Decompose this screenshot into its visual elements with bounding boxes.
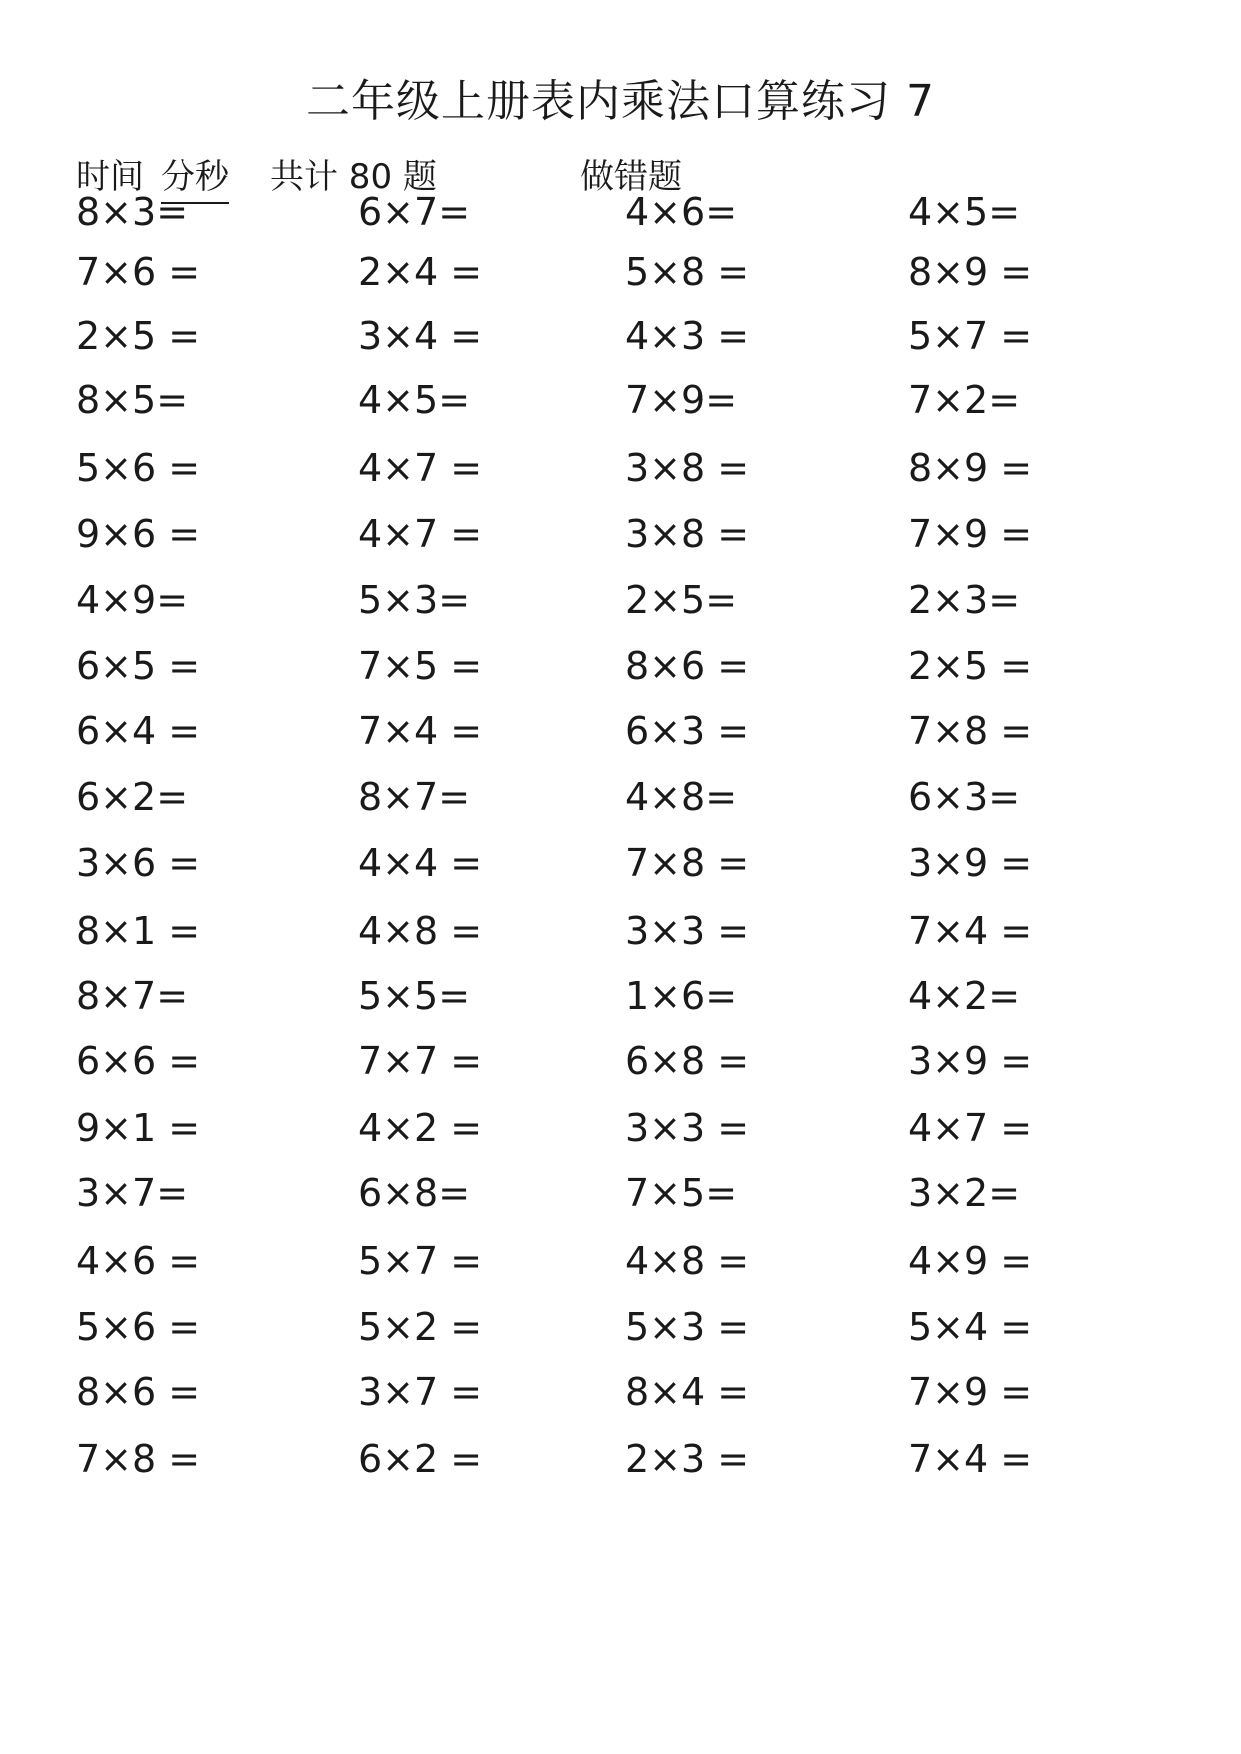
problem-item: 3×6 = bbox=[76, 841, 201, 885]
time-units-blank: 分秒 bbox=[161, 154, 229, 204]
problem-item: 3×8 = bbox=[625, 512, 750, 556]
problem-item: 4×8= bbox=[625, 775, 738, 819]
problem-item: 5×3= bbox=[358, 578, 471, 622]
problem-item: 6×2 = bbox=[358, 1437, 483, 1481]
problem-item: 3×9 = bbox=[908, 1039, 1033, 1083]
problem-item: 4×8 = bbox=[358, 909, 483, 953]
problem-row bbox=[0, 1367, 1241, 1417]
problem-row bbox=[0, 641, 1241, 691]
problem-item: 6×6 = bbox=[76, 1039, 201, 1083]
problem-item: 7×9 = bbox=[908, 1370, 1033, 1414]
problem-row bbox=[0, 575, 1241, 625]
problem-item: 2×5 = bbox=[76, 314, 201, 358]
problem-item: 3×8 = bbox=[625, 446, 750, 490]
problem-item: 4×7 = bbox=[358, 446, 483, 490]
problem-item: 7×8 = bbox=[908, 709, 1033, 753]
problem-item: 4×4 = bbox=[358, 841, 483, 885]
problem-item: 5×6 = bbox=[76, 446, 201, 490]
problem-row bbox=[0, 706, 1241, 756]
problem-item: 6×4 = bbox=[76, 709, 201, 753]
problem-item: 5×7 = bbox=[358, 1239, 483, 1283]
problem-item: 7×7 = bbox=[358, 1039, 483, 1083]
problem-item: 5×3 = bbox=[625, 1305, 750, 1349]
problem-item: 3×9 = bbox=[908, 841, 1033, 885]
problem-item: 9×6 = bbox=[76, 512, 201, 556]
problem-item: 8×1 = bbox=[76, 909, 201, 953]
problem-item: 3×2= bbox=[908, 1171, 1021, 1215]
problem-item: 5×8 = bbox=[625, 250, 750, 294]
page-title: 二年级上册表内乘法口算练习 7 bbox=[306, 76, 935, 127]
problem-item: 8×5= bbox=[76, 378, 189, 422]
problem-item: 7×8 = bbox=[625, 841, 750, 885]
wrong-count-label: 做错题 bbox=[580, 157, 682, 197]
problem-row bbox=[0, 1236, 1241, 1286]
problem-item: 7×9= bbox=[625, 378, 738, 422]
time-label: 时间 bbox=[76, 157, 144, 197]
problem-item: 6×7= bbox=[358, 190, 471, 234]
problem-item: 3×4 = bbox=[358, 314, 483, 358]
problem-item: 6×8= bbox=[358, 1171, 471, 1215]
problem-item: 7×4 = bbox=[908, 1437, 1033, 1481]
problem-item: 4×2 = bbox=[358, 1106, 483, 1150]
problem-item: 6×3 = bbox=[625, 709, 750, 753]
problem-row bbox=[0, 1434, 1241, 1484]
problem-item: 2×4 = bbox=[358, 250, 483, 294]
problem-item: 8×7= bbox=[76, 974, 189, 1018]
problem-item: 3×3 = bbox=[625, 1106, 750, 1150]
problem-item: 4×3 = bbox=[625, 314, 750, 358]
problem-item: 8×6 = bbox=[625, 644, 750, 688]
problem-item: 6×8 = bbox=[625, 1039, 750, 1083]
problem-row bbox=[0, 375, 1241, 425]
problem-item: 4×5= bbox=[358, 378, 471, 422]
problem-item: 6×2= bbox=[76, 775, 189, 819]
problem-item: 5×2 = bbox=[358, 1305, 483, 1349]
problem-item: 4×9= bbox=[76, 578, 189, 622]
problem-item: 7×5= bbox=[625, 1171, 738, 1215]
problem-item: 4×2= bbox=[908, 974, 1021, 1018]
problem-row bbox=[0, 1302, 1241, 1352]
problem-item: 5×6 = bbox=[76, 1305, 201, 1349]
total-count: 共计 80 题 bbox=[270, 157, 437, 197]
problem-item: 2×5 = bbox=[908, 644, 1033, 688]
problem-row bbox=[0, 247, 1241, 297]
problem-item: 7×4 = bbox=[908, 909, 1033, 953]
problem-item: 8×6 = bbox=[76, 1370, 201, 1414]
problem-item: 7×9 = bbox=[908, 512, 1033, 556]
problem-item: 4×9 = bbox=[908, 1239, 1033, 1283]
problem-item: 4×6= bbox=[625, 190, 738, 234]
problem-row bbox=[0, 1036, 1241, 1086]
problem-item: 7×8 = bbox=[76, 1437, 201, 1481]
problem-row bbox=[0, 443, 1241, 493]
problem-item: 4×8 = bbox=[625, 1239, 750, 1283]
problem-item: 2×3 = bbox=[625, 1437, 750, 1481]
problem-row bbox=[0, 311, 1241, 361]
problem-item: 4×6 = bbox=[76, 1239, 201, 1283]
problem-item: 7×6 = bbox=[76, 250, 201, 294]
problem-item: 6×5 = bbox=[76, 644, 201, 688]
problem-item: 6×3= bbox=[908, 775, 1021, 819]
problem-item: 5×4 = bbox=[908, 1305, 1033, 1349]
problem-item: 7×2= bbox=[908, 378, 1021, 422]
problem-row bbox=[0, 1168, 1241, 1218]
problem-item: 8×9 = bbox=[908, 446, 1033, 490]
problem-row bbox=[0, 1103, 1241, 1153]
problem-item: 1×6= bbox=[625, 974, 738, 1018]
problem-row bbox=[0, 906, 1241, 956]
problem-row bbox=[0, 509, 1241, 559]
problem-item: 9×1 = bbox=[76, 1106, 201, 1150]
problem-row bbox=[0, 838, 1241, 888]
problem-item: 3×3 = bbox=[625, 909, 750, 953]
problem-item: 8×9 = bbox=[908, 250, 1033, 294]
problem-item: 5×7 = bbox=[908, 314, 1033, 358]
problem-item: 5×5= bbox=[358, 974, 471, 1018]
problem-item: 3×7= bbox=[76, 1171, 189, 1215]
problem-item: 3×7 = bbox=[358, 1370, 483, 1414]
problem-item: 4×5= bbox=[908, 190, 1021, 234]
problem-item: 2×5= bbox=[625, 578, 738, 622]
problem-item: 4×7 = bbox=[908, 1106, 1033, 1150]
problem-item: 8×3= bbox=[76, 190, 189, 234]
problem-item: 7×4 = bbox=[358, 709, 483, 753]
problem-item: 2×3= bbox=[908, 578, 1021, 622]
problem-row bbox=[0, 971, 1241, 1021]
problem-item: 4×7 = bbox=[358, 512, 483, 556]
problem-row bbox=[0, 187, 1241, 237]
problem-item: 8×7= bbox=[358, 775, 471, 819]
problem-item: 8×4 = bbox=[625, 1370, 750, 1414]
problem-row bbox=[0, 772, 1241, 822]
problem-item: 7×5 = bbox=[358, 644, 483, 688]
